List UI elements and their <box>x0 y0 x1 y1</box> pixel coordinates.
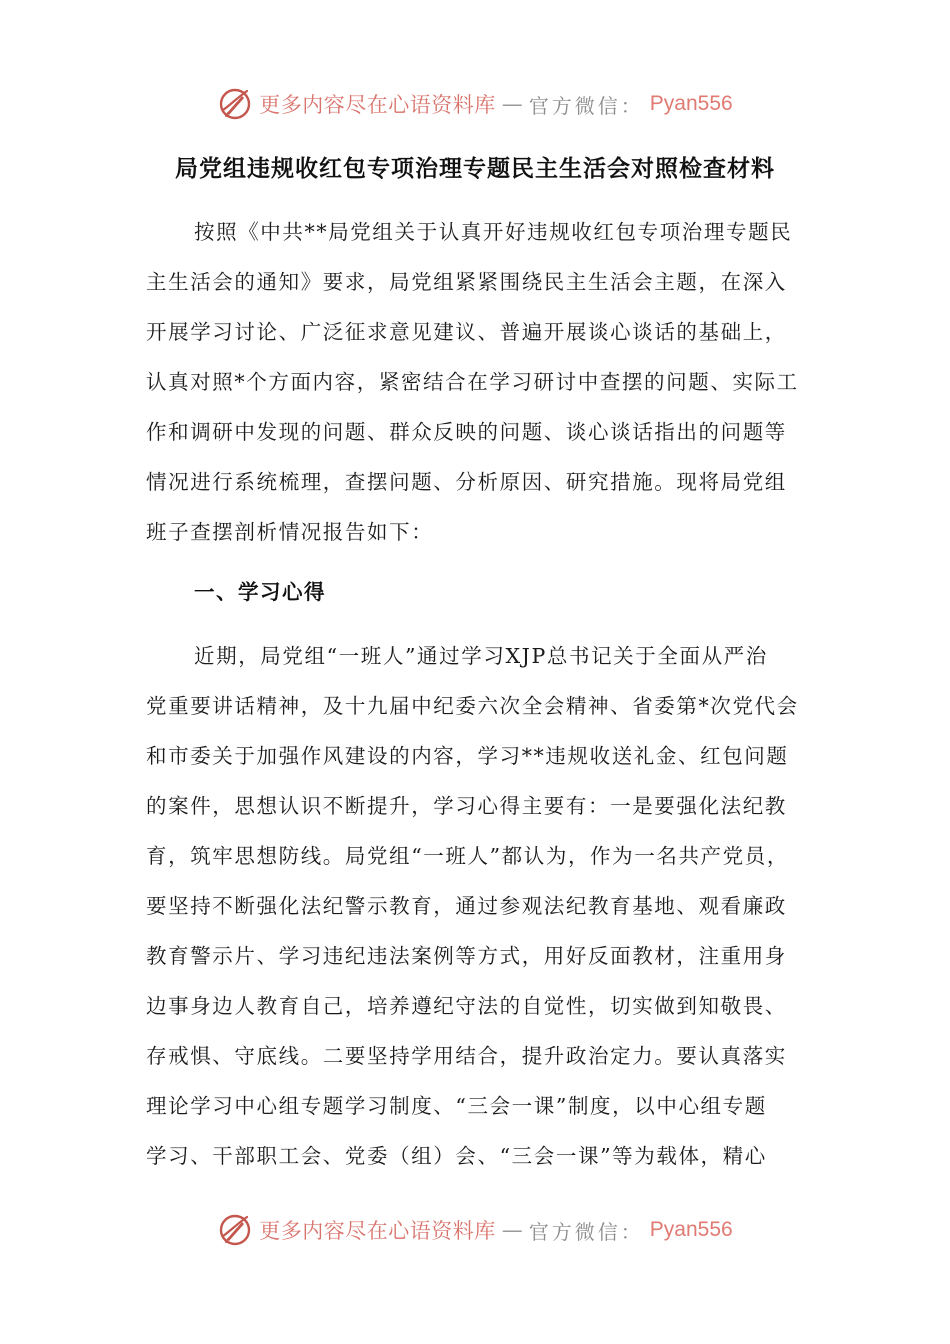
watermark-text: 更多内容尽在心语资料库 <box>259 1219 496 1243</box>
text-line: 和市委关于加强作风建设的内容，学习**违规收送礼金、红包问题 <box>146 744 789 768</box>
watermark-wechat-id: Pyan556 <box>649 1218 733 1241</box>
text-line: 班子查摆剖析情况报告如下： <box>146 520 434 544</box>
text-line: 理论学习中心组专题学习制度、“三会一课”制度，以中心组专题 <box>146 1094 767 1118</box>
text-line: 教育警示片、学习违纪违法案例等方式，用好反面教材，注重用身 <box>146 944 787 968</box>
text-line: 的案件，思想认识不断提升，学习心得主要有：一是要强化法纪教 <box>146 794 787 818</box>
footer-watermark <box>0 1208 950 1252</box>
paragraph-intro <box>146 207 811 557</box>
text-line: 要坚持不断强化法纪警示教育，通过参观法纪教育基地、观看廉政 <box>146 894 787 918</box>
text-line: 认真对照*个方面内容，紧密结合在学习研讨中查摆的问题、实际工 <box>146 370 799 394</box>
pen-circle-logo-icon <box>217 1212 253 1248</box>
text-line: 情况进行系统梳理，查摆问题、分析原因、研究措施。现将局党组 <box>146 470 787 494</box>
watermark-dash: — <box>501 92 523 116</box>
paragraph-study <box>146 631 811 1181</box>
pen-circle-logo-icon <box>217 86 253 122</box>
document-title: 局党组违规收红包专项治理专题民主生活会对照检查材料 <box>175 156 775 182</box>
document-body <box>146 207 811 1181</box>
text-line: 开展学习讨论、广泛征求意见建议、普遍开展谈心谈话的基础上， <box>146 320 787 344</box>
text-line: 主生活会的通知》要求，局党组紧紧围绕民主生活会主题，在深入 <box>146 270 787 294</box>
header-watermark <box>0 82 950 126</box>
text-line: 按照《中共**局党组关于认真开好违规收红包专项治理专题民 <box>194 220 793 244</box>
text-line: 存戒惧、守底线。二要坚持学用结合，提升政治定力。要认真落实 <box>146 1044 787 1068</box>
text-line: 近期，局党组“一班人”通过学习XJP总书记关于全面从严治 <box>194 644 768 668</box>
section-heading: 一、学习心得 <box>194 580 326 604</box>
watermark-text: 更多内容尽在心语资料库 <box>259 93 496 117</box>
text-line: 边事身边人教育自己，培养遵纪守法的自觉性，切实做到知敬畏、 <box>146 994 787 1018</box>
watermark-official-label: 官方微信： <box>528 93 644 118</box>
watermark-official-label: 官方微信： <box>528 1219 644 1244</box>
watermark-dash: — <box>501 1218 523 1242</box>
text-line: 学习、干部职工会、党委（组）会、“三会一课”等为载体，精心 <box>146 1144 767 1168</box>
text-line: 作和调研中发现的问题、群众反映的问题、谈心谈话指出的问题等 <box>146 420 787 444</box>
watermark-wechat-id: Pyan556 <box>649 92 733 115</box>
text-line: 育，筑牢思想防线。局党组“一班人”都认为，作为一名共产党员， <box>146 844 789 868</box>
text-line: 党重要讲话精神，及十九届中纪委六次全会精神、省委第*次党代会 <box>146 694 799 718</box>
